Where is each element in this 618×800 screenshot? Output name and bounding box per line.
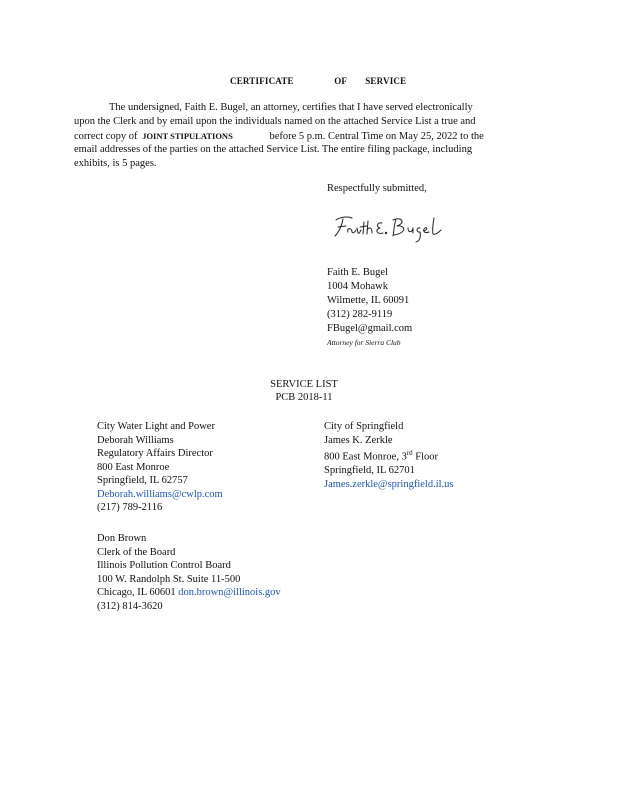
signer-address-2: Wilmette, IL 60091 [327, 295, 410, 306]
party-line: 800 East Monroe [97, 461, 170, 473]
body-line-2: upon the Clerk and by email upon the individuals named on the attached Service List a true and [74, 116, 476, 127]
signer-phone: (312) 282-9119 [327, 309, 393, 320]
certificate-title [230, 76, 406, 86]
case-number: PCB 2018-11 [275, 392, 333, 403]
service-party-springfield [324, 420, 454, 491]
party-line: Deborah Williams [97, 434, 174, 446]
party-city: Chicago, IL 60601 [97, 587, 176, 598]
party-line: Regulatory Affairs Director [97, 448, 213, 459]
signer-email: FBugel@gmail.com [327, 323, 413, 334]
body-line-5: exhibits, is 5 pages. [74, 158, 157, 169]
handwritten-signature [330, 210, 450, 244]
title-word-of: OF [334, 76, 347, 86]
party-email-link[interactable]: James.zerkle@springfield.il.us [324, 478, 454, 490]
party-line: Springfield, IL 62757 [97, 475, 188, 486]
party-line: Don Brown [97, 533, 147, 544]
signer-address-1: 1004 Mohawk [327, 281, 388, 292]
party-address [324, 447, 454, 464]
party-line: James K. Zerkle [324, 434, 393, 446]
party-line: City of Springfield [324, 421, 404, 432]
signer-name: Faith E. Bugel [327, 267, 388, 278]
party-line: Illinois Pollution Control Board [97, 560, 231, 571]
document-name: JOINT STIPULATIONS [142, 131, 233, 141]
party-address-ordinal: rd [406, 449, 413, 457]
party-city: Springfield, IL 62701 [324, 465, 415, 476]
body-line-3-end: before 5 p.m. Central Time on May 25, 2022 to the [269, 131, 484, 142]
body-line-3-start: correct copy of [74, 131, 138, 142]
service-party-ipcb [97, 532, 281, 613]
signer-role: Attorney for Sierra Club [327, 338, 401, 347]
party-city-line [97, 586, 281, 600]
body-line-1: The undersigned, Faith E. Bugel, an attorney, certifies that I have served electronically [109, 102, 473, 113]
body-line-4: email addresses of the parties on the attached Service List. The entire filing package, including [74, 144, 473, 155]
party-email-link[interactable]: don.brown@illinois.gov [178, 587, 281, 598]
party-phone: (217) 789-2116 [97, 502, 163, 513]
title-word-service: SERVICE [365, 76, 407, 86]
service-party-cwlp [97, 420, 223, 515]
party-line: 100 W. Randolph St. Suite 11-500 [97, 573, 241, 585]
service-list-heading: SERVICE LIST [270, 379, 338, 390]
party-line: Clerk of the Board [97, 546, 176, 558]
party-phone: (312) 814-3620 [97, 600, 163, 612]
party-line: City Water Light and Power [97, 421, 215, 432]
party-email-link[interactable]: Deborah.williams@cwlp.com [97, 488, 223, 500]
party-address-street: 800 East Monroe, 3 [324, 451, 407, 463]
title-word-certificate: CERTIFICATE [230, 76, 294, 86]
party-address-floor: Floor [412, 451, 439, 463]
body-line-3 [74, 129, 484, 144]
closing: Respectfully submitted, [327, 183, 427, 194]
